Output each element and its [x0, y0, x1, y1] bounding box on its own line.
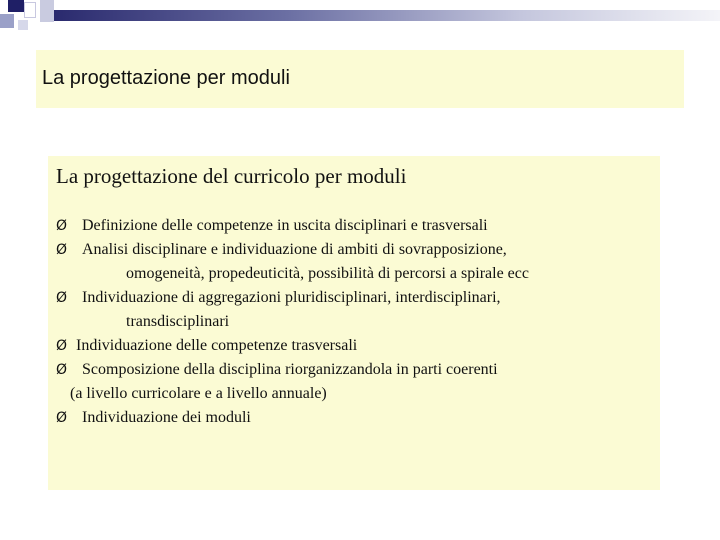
list-item-text: Definizione delle competenze in uscita disciplinari e trasversali	[82, 217, 488, 234]
arrow-bullet-icon: Ø	[56, 242, 68, 258]
list-item-text: Individuazione dei moduli	[82, 409, 251, 426]
list-item	[56, 334, 529, 358]
decor-square-pale	[40, 0, 54, 22]
list-item-text: Analisi disciplinare e individuazione di ambiti di sovrapposizione,	[82, 241, 507, 258]
list-item-continuation: (a livello curricolare e a livello annuale)	[70, 385, 327, 402]
arrow-bullet-icon: Ø	[56, 338, 68, 354]
list-item-text: Individuazione di aggregazioni pluridisciplinari, interdisciplinari,	[82, 289, 501, 306]
arrow-bullet-icon: Ø	[56, 218, 68, 234]
list-item	[56, 406, 529, 430]
content-box	[48, 156, 660, 490]
list-item-text: Individuazione delle competenze trasversali	[76, 337, 358, 354]
list-item	[56, 286, 529, 334]
decor-square-mid	[0, 14, 14, 28]
slide-title: La progettazione per moduli	[42, 67, 290, 89]
list-item-text: Scomposizione della disciplina riorganizzandola in parti coerenti	[82, 361, 498, 378]
list-item	[56, 358, 529, 406]
header-gradient-bar	[54, 10, 720, 21]
list-item-continuation: omogeneità, propedeuticità, possibilità di percorsi a spirale ecc	[126, 265, 529, 282]
content-title: La progettazione del curricolo per moduli	[56, 164, 407, 188]
arrow-bullet-icon: Ø	[56, 290, 68, 306]
bullet-list	[56, 214, 529, 430]
decor-square-dark	[8, 0, 24, 12]
decor-square-outline	[24, 2, 36, 18]
title-box	[36, 50, 684, 108]
list-item	[56, 214, 529, 238]
decor-square-light	[18, 20, 28, 30]
arrow-bullet-icon: Ø	[56, 410, 68, 426]
arrow-bullet-icon: Ø	[56, 362, 68, 378]
list-item-continuation: transdisciplinari	[126, 313, 230, 330]
list-item	[56, 238, 529, 286]
